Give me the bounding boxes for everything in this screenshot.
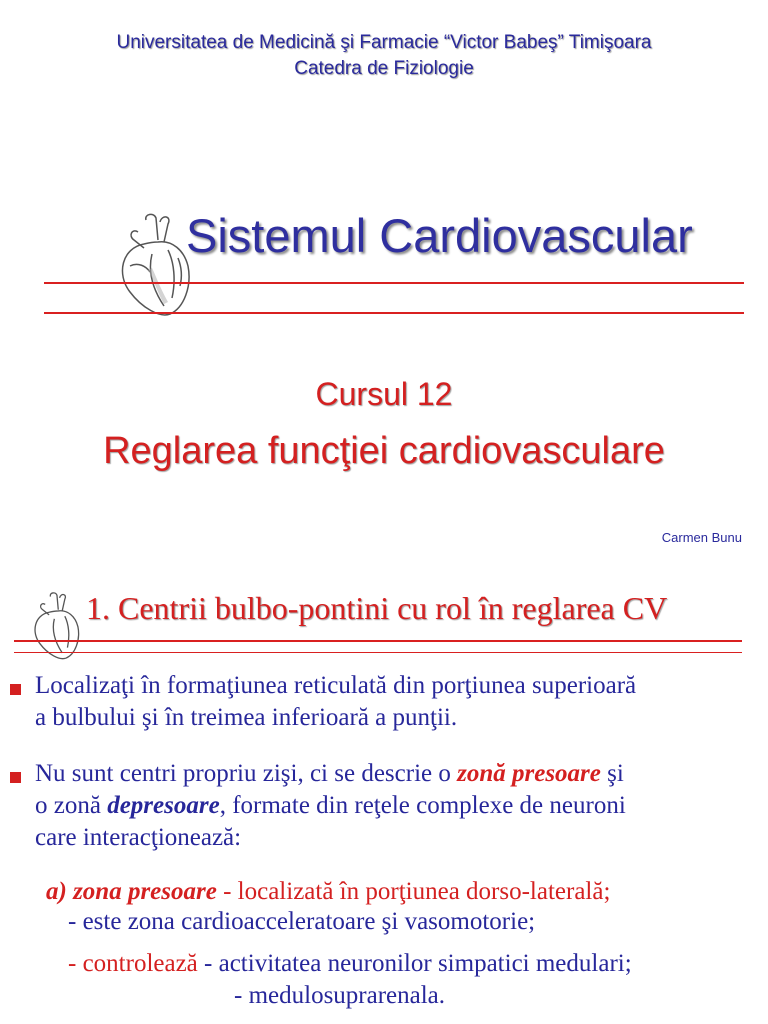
zone-a-label: a) zona presoare [46, 878, 217, 905]
bullet1-line1: Localizaţi în formaţiunea reticulată din porţiunea superioară [35, 672, 637, 699]
section-divider-top [14, 640, 742, 642]
zone-a-line3: - controlează - activitatea neuronilor simpatici medulari; [68, 950, 632, 977]
zone-a-line2: - este zona cardioacceleratoare şi vasomotorie; [68, 908, 536, 935]
author-name: Carmen Bunu [661, 530, 742, 545]
bullet-square-icon [10, 772, 21, 783]
slide-title: Sistemul Cardiovascular [186, 209, 693, 262]
university-name: Universitatea de Medicină şi Farmacie “Victor Babeş” Timişoara [116, 32, 652, 53]
department-name: Catedra de Fiziologie [294, 58, 474, 79]
title-divider-bottom [44, 312, 744, 314]
emphasis-zona-presoare: zonă presoare [457, 760, 601, 787]
bullet2-line2: o zonă depresoare, formate din reţele complexe de neuroni [35, 792, 626, 819]
bullet2-line3: care interacţionează: [35, 824, 242, 851]
emphasis-depresoare: depresoare [107, 792, 220, 819]
bullet1-line2: a bulbului şi în treimea inferioară a punţii. [35, 704, 458, 731]
zone-a-line1: a) zona presoare - localizată în porţiunea dorso-laterală; [46, 878, 611, 905]
bullet-square-icon [10, 684, 21, 695]
section-heading: 1. Centrii bulbo-pontini cu rol în reglarea CV [86, 590, 668, 626]
title-divider-top [44, 282, 744, 284]
section-divider-bottom [14, 652, 742, 653]
zone-a-line4: - medulosuprarenala. [234, 982, 446, 1009]
heart-drawing-icon [108, 210, 198, 320]
course-number: Cursul 12 [315, 376, 453, 412]
course-title: Reglarea funcţiei cardiovasculare [103, 430, 665, 472]
bullet2-line1: Nu sunt centri propriu zişi, ci se descrie o zonă presoare şi [35, 760, 624, 787]
